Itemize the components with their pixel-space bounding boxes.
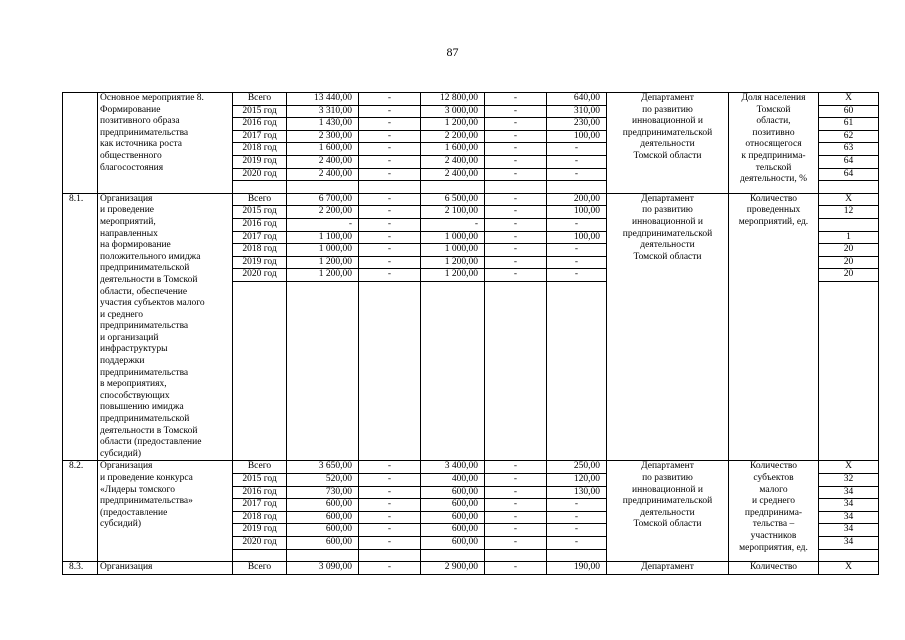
measure-name-line: и проведение xyxy=(100,205,154,216)
regional-cell: 1 200,00 xyxy=(421,118,485,131)
table-row xyxy=(63,562,879,575)
measure-name-line: Организация xyxy=(100,193,153,204)
period-cell: 2019 год xyxy=(233,256,287,269)
total-cell: 3 650,00 xyxy=(287,461,359,474)
measure-name-line: предпринимательства xyxy=(100,367,189,378)
target-value-cell: 20 xyxy=(819,244,879,257)
executor-line: предпринимательской xyxy=(622,228,713,239)
target-value-cell: Х xyxy=(819,193,879,206)
federal-cell: - xyxy=(359,118,421,131)
measure-name-line: участия субъектов малого xyxy=(100,298,205,309)
executor-cell xyxy=(607,461,729,562)
total-cell: 600,00 xyxy=(287,499,359,512)
total-cell: 2 400,00 xyxy=(287,168,359,181)
total-cell: 1 000,00 xyxy=(287,244,359,257)
federal-cell: - xyxy=(359,93,421,106)
executor-line: деятельности xyxy=(640,507,695,518)
local-cell: - xyxy=(485,118,547,131)
regional-cell: 1 200,00 xyxy=(421,269,485,282)
measure-name-line: субсидий) xyxy=(100,448,142,459)
extra-budget-cell: - xyxy=(547,155,607,168)
federal-cell: - xyxy=(359,474,421,487)
total-cell: 3 090,00 xyxy=(287,562,359,575)
executor-line: по развитию xyxy=(642,205,693,216)
period-cell: 2019 год xyxy=(233,155,287,168)
table-body xyxy=(63,93,879,575)
local-cell: - xyxy=(485,155,547,168)
target-value-cell: 34 xyxy=(819,536,879,549)
empty-cell xyxy=(547,281,607,461)
period-cell: Всего xyxy=(233,193,287,206)
indicator-line: малого xyxy=(759,484,788,495)
federal-cell: - xyxy=(359,244,421,257)
empty-cell xyxy=(485,181,547,194)
empty-cell xyxy=(421,181,485,194)
measure-name-line: как источника роста xyxy=(100,139,182,150)
empty-cell xyxy=(421,281,485,461)
measure-name-line: предпринимательской xyxy=(100,414,190,425)
period-cell: 2020 год xyxy=(233,536,287,549)
empty-cell xyxy=(547,181,607,194)
executor-line: предпринимательской xyxy=(622,496,713,507)
period-cell: 2017 год xyxy=(233,130,287,143)
measure-name xyxy=(98,562,233,575)
target-value-cell: 20 xyxy=(819,256,879,269)
indicator-line: и среднего xyxy=(751,496,796,507)
target-value-cell: 32 xyxy=(819,474,879,487)
extra-budget-cell: - xyxy=(547,511,607,524)
indicator-line: тельства – xyxy=(752,519,795,530)
total-cell: - xyxy=(287,218,359,231)
page-number: 87 xyxy=(446,45,459,59)
federal-cell: - xyxy=(359,499,421,512)
regional-cell: 2 200,00 xyxy=(421,130,485,143)
section-number: 8.1. xyxy=(63,193,98,461)
section-number: 8.2. xyxy=(63,461,98,562)
executor-line: Томской области xyxy=(633,519,702,530)
federal-cell: - xyxy=(359,218,421,231)
federal-cell: - xyxy=(359,193,421,206)
measure-name-line: Организация xyxy=(100,562,153,573)
extra-budget-cell: - xyxy=(547,269,607,282)
measure-name-line: в мероприятиях, xyxy=(100,379,167,390)
executor-line: Департамент xyxy=(641,562,694,573)
measure-name-line: и организаций xyxy=(100,332,159,343)
empty-cell xyxy=(819,281,879,461)
extra-budget-cell: - xyxy=(547,524,607,537)
local-cell: - xyxy=(485,206,547,219)
target-value-cell: 1 xyxy=(819,231,879,244)
measure-name-line: Основное мероприятие 8. xyxy=(100,93,204,103)
measure-name-line: предпринимательства xyxy=(100,321,189,332)
federal-cell: - xyxy=(359,461,421,474)
empty-cell xyxy=(233,281,287,461)
period-cell: 2015 год xyxy=(233,105,287,118)
table-row xyxy=(63,461,879,474)
empty-cell xyxy=(359,181,421,194)
regional-cell: 2 100,00 xyxy=(421,206,485,219)
section-number xyxy=(63,93,98,194)
federal-cell: - xyxy=(359,130,421,143)
federal-cell: - xyxy=(359,536,421,549)
indicator-line: проведенных xyxy=(746,205,801,216)
federal-cell: - xyxy=(359,256,421,269)
extra-budget-cell: - xyxy=(547,536,607,549)
indicator-cell xyxy=(729,562,819,575)
regional-cell: 2 900,00 xyxy=(421,562,485,575)
extra-budget-cell: 100,00 xyxy=(547,206,607,219)
empty-cell xyxy=(485,549,547,562)
extra-budget-cell: 190,00 xyxy=(547,562,607,575)
target-value-cell: 34 xyxy=(819,499,879,512)
empty-cell xyxy=(233,181,287,194)
total-cell: 2 200,00 xyxy=(287,206,359,219)
executor-line: по развитию xyxy=(642,473,693,483)
regional-cell: 3 400,00 xyxy=(421,461,485,474)
executor-line: Томской области xyxy=(633,251,702,262)
measure-name-line: субсидий) xyxy=(100,519,142,530)
extra-budget-cell: 120,00 xyxy=(547,474,607,487)
measure-name-line: общественного xyxy=(100,150,162,161)
regional-cell: 600,00 xyxy=(421,536,485,549)
local-cell: - xyxy=(485,168,547,181)
executor-line: инновационной и xyxy=(632,116,703,127)
total-cell: 1 600,00 xyxy=(287,143,359,156)
executor-line: Департамент xyxy=(641,93,694,103)
measure-name-line: Формирование xyxy=(100,104,161,115)
federal-cell: - xyxy=(359,511,421,524)
total-cell: 600,00 xyxy=(287,511,359,524)
executor-line: деятельности xyxy=(640,240,695,251)
indicator-line: к предпринима- xyxy=(741,150,806,161)
regional-cell: 600,00 xyxy=(421,524,485,537)
indicator-line: деятельности, % xyxy=(739,174,808,185)
empty-cell xyxy=(819,549,879,562)
indicator-line: Количество xyxy=(749,461,798,472)
extra-budget-cell: - xyxy=(547,244,607,257)
federal-cell: - xyxy=(359,143,421,156)
indicator-line: позитивно xyxy=(752,127,795,138)
period-cell: 2016 год xyxy=(233,486,287,499)
measure-name-line: повышению имиджа xyxy=(100,402,184,413)
total-cell: 1 200,00 xyxy=(287,256,359,269)
local-cell: - xyxy=(485,511,547,524)
measure-name-line: деятельности в Томской xyxy=(100,425,198,436)
measure-name xyxy=(98,93,233,194)
indicator-line: относящегося xyxy=(745,139,802,150)
measure-name-line: способствующих xyxy=(100,390,170,401)
empty-cell xyxy=(233,549,287,562)
regional-cell: 2 400,00 xyxy=(421,168,485,181)
local-cell: - xyxy=(485,486,547,499)
regional-cell: 3 000,00 xyxy=(421,105,485,118)
measure-name-line: благосостояния xyxy=(100,162,164,173)
measure-name-line: предпринимательства» xyxy=(100,496,193,507)
measure-name-line: на формирование xyxy=(100,240,171,251)
section-number: 8.3. xyxy=(63,562,98,575)
measure-name-line: позитивного образа xyxy=(100,116,180,127)
period-cell: Всего xyxy=(233,93,287,106)
period-cell: 2020 год xyxy=(233,269,287,282)
indicator-line: мероприятий, ед. xyxy=(738,216,809,227)
federal-cell: - xyxy=(359,168,421,181)
local-cell: - xyxy=(485,562,547,575)
indicator-cell xyxy=(729,93,819,194)
local-cell: - xyxy=(485,218,547,231)
measure-name-line: области (предоставление xyxy=(100,437,202,448)
target-value-cell: 34 xyxy=(819,511,879,524)
regional-cell: - xyxy=(421,218,485,231)
measure-name xyxy=(98,193,233,461)
target-value-cell: 34 xyxy=(819,524,879,537)
regional-cell: 1 200,00 xyxy=(421,256,485,269)
extra-budget-cell: - xyxy=(547,499,607,512)
indicator-cell xyxy=(729,461,819,562)
period-cell: 2016 год xyxy=(233,118,287,131)
total-cell: 600,00 xyxy=(287,536,359,549)
executor-line: Департамент xyxy=(641,461,694,472)
regional-cell: 600,00 xyxy=(421,499,485,512)
federal-cell: - xyxy=(359,486,421,499)
regional-cell: 600,00 xyxy=(421,511,485,524)
measure-name-line: направленных xyxy=(100,228,158,239)
indicator-line: Доля населения xyxy=(741,93,806,103)
period-cell: 2019 год xyxy=(233,524,287,537)
regional-cell: 600,00 xyxy=(421,486,485,499)
local-cell: - xyxy=(485,524,547,537)
federal-cell: - xyxy=(359,524,421,537)
extra-budget-cell: 100,00 xyxy=(547,231,607,244)
target-value-cell: 64 xyxy=(819,155,879,168)
period-cell: 2016 год xyxy=(233,218,287,231)
indicator-line: области, xyxy=(756,116,791,127)
empty-cell xyxy=(359,549,421,562)
table-row xyxy=(63,193,879,206)
local-cell: - xyxy=(485,93,547,106)
target-value-cell: 62 xyxy=(819,130,879,143)
empty-cell xyxy=(359,281,421,461)
extra-budget-cell: 310,00 xyxy=(547,105,607,118)
total-cell: 13 440,00 xyxy=(287,93,359,106)
total-cell: 1 430,00 xyxy=(287,118,359,131)
empty-cell xyxy=(485,281,547,461)
measure-name-line: и проведение конкурса xyxy=(100,473,193,483)
indicator-line: Томской xyxy=(756,104,791,115)
period-cell: 2017 год xyxy=(233,499,287,512)
target-value-cell: 63 xyxy=(819,143,879,156)
indicator-line: Количество xyxy=(749,562,798,573)
total-cell: 600,00 xyxy=(287,524,359,537)
measure-name-line: предпринимательства xyxy=(100,127,189,138)
extra-budget-cell: - xyxy=(547,143,607,156)
local-cell: - xyxy=(485,143,547,156)
local-cell: - xyxy=(485,130,547,143)
period-cell: Всего xyxy=(233,461,287,474)
federal-cell: - xyxy=(359,206,421,219)
period-cell: 2018 год xyxy=(233,511,287,524)
measure-name xyxy=(98,461,233,562)
target-value-cell xyxy=(819,218,879,231)
local-cell: - xyxy=(485,269,547,282)
total-cell: 1 200,00 xyxy=(287,269,359,282)
executor-line: предпринимательской xyxy=(622,127,713,138)
local-cell: - xyxy=(485,499,547,512)
empty-cell xyxy=(547,549,607,562)
total-cell: 1 100,00 xyxy=(287,231,359,244)
target-value-cell: 20 xyxy=(819,269,879,282)
indicator-line: мероприятия, ед. xyxy=(739,542,808,553)
period-cell: 2018 год xyxy=(233,244,287,257)
empty-cell xyxy=(287,549,359,562)
target-value-cell: 61 xyxy=(819,118,879,131)
program-table xyxy=(62,92,879,575)
target-value-cell: 64 xyxy=(819,168,879,181)
measure-name-line: и среднего xyxy=(100,309,144,320)
indicator-line: участников xyxy=(750,530,797,541)
target-value-cell: 12 xyxy=(819,206,879,219)
local-cell: - xyxy=(485,536,547,549)
executor-line: инновационной и xyxy=(632,484,703,495)
period-cell: 2020 год xyxy=(233,168,287,181)
local-cell: - xyxy=(485,244,547,257)
executor-line: инновационной и xyxy=(632,216,703,227)
measure-name-line: предпринимательской xyxy=(100,263,190,274)
total-cell: 2 400,00 xyxy=(287,155,359,168)
total-cell: 6 700,00 xyxy=(287,193,359,206)
executor-cell xyxy=(607,562,729,575)
local-cell: - xyxy=(485,105,547,118)
executor-line: Департамент xyxy=(641,193,694,204)
federal-cell: - xyxy=(359,562,421,575)
target-value-cell: Х xyxy=(819,562,879,575)
regional-cell: 400,00 xyxy=(421,474,485,487)
federal-cell: - xyxy=(359,231,421,244)
measure-name-line: мероприятий, xyxy=(100,216,156,227)
local-cell: - xyxy=(485,256,547,269)
measure-name-line: деятельности в Томской xyxy=(100,274,198,285)
regional-cell: 1 000,00 xyxy=(421,231,485,244)
period-cell: 2015 год xyxy=(233,206,287,219)
executor-cell xyxy=(607,93,729,194)
extra-budget-cell: 130,00 xyxy=(547,486,607,499)
empty-cell xyxy=(819,181,879,194)
total-cell: 2 300,00 xyxy=(287,130,359,143)
executor-line: деятельности xyxy=(640,139,695,150)
regional-cell: 1 600,00 xyxy=(421,143,485,156)
total-cell: 3 310,00 xyxy=(287,105,359,118)
regional-cell: 1 000,00 xyxy=(421,244,485,257)
period-cell: Всего xyxy=(233,562,287,575)
regional-cell: 12 800,00 xyxy=(421,93,485,106)
total-cell: 520,00 xyxy=(287,474,359,487)
measure-name-line: области, обеспечение xyxy=(100,286,188,297)
local-cell: - xyxy=(485,461,547,474)
indicator-cell xyxy=(729,193,819,461)
extra-budget-cell: - xyxy=(547,168,607,181)
local-cell: - xyxy=(485,231,547,244)
executor-cell xyxy=(607,193,729,461)
federal-cell: - xyxy=(359,105,421,118)
measure-name-line: поддержки xyxy=(100,356,145,367)
federal-cell: - xyxy=(359,155,421,168)
period-cell: 2017 год xyxy=(233,231,287,244)
total-cell: 730,00 xyxy=(287,486,359,499)
indicator-line: тельской xyxy=(755,162,792,173)
extra-budget-cell: - xyxy=(547,256,607,269)
table-row xyxy=(63,93,879,106)
measure-name-line: (предоставление xyxy=(100,507,168,518)
target-value-cell: 60 xyxy=(819,105,879,118)
regional-cell: 6 500,00 xyxy=(421,193,485,206)
extra-budget-cell: 250,00 xyxy=(547,461,607,474)
measure-name-line: Организация xyxy=(100,461,153,472)
indicator-line: Количество xyxy=(749,193,798,204)
extra-budget-cell: 100,00 xyxy=(547,130,607,143)
empty-cell xyxy=(287,281,359,461)
extra-budget-cell: - xyxy=(547,218,607,231)
period-cell: 2015 год xyxy=(233,474,287,487)
executor-line: Томской области xyxy=(633,150,702,161)
target-value-cell: Х xyxy=(819,93,879,106)
empty-cell xyxy=(287,181,359,194)
measure-name-line: инфраструктуры xyxy=(100,344,168,355)
extra-budget-cell: 200,00 xyxy=(547,193,607,206)
federal-cell: - xyxy=(359,269,421,282)
measure-name-line: положительного имиджа xyxy=(100,251,201,262)
target-value-cell: 34 xyxy=(819,486,879,499)
measure-name-line: «Лидеры томского xyxy=(100,484,175,495)
regional-cell: 2 400,00 xyxy=(421,155,485,168)
indicator-line: субъектов xyxy=(753,473,794,483)
extra-budget-cell: 640,00 xyxy=(547,93,607,106)
period-cell: 2018 год xyxy=(233,143,287,156)
local-cell: - xyxy=(485,474,547,487)
extra-budget-cell: 230,00 xyxy=(547,118,607,131)
local-cell: - xyxy=(485,193,547,206)
empty-cell xyxy=(421,549,485,562)
executor-line: по развитию xyxy=(642,104,693,115)
target-value-cell: Х xyxy=(819,461,879,474)
indicator-line: предпринима- xyxy=(744,507,803,518)
